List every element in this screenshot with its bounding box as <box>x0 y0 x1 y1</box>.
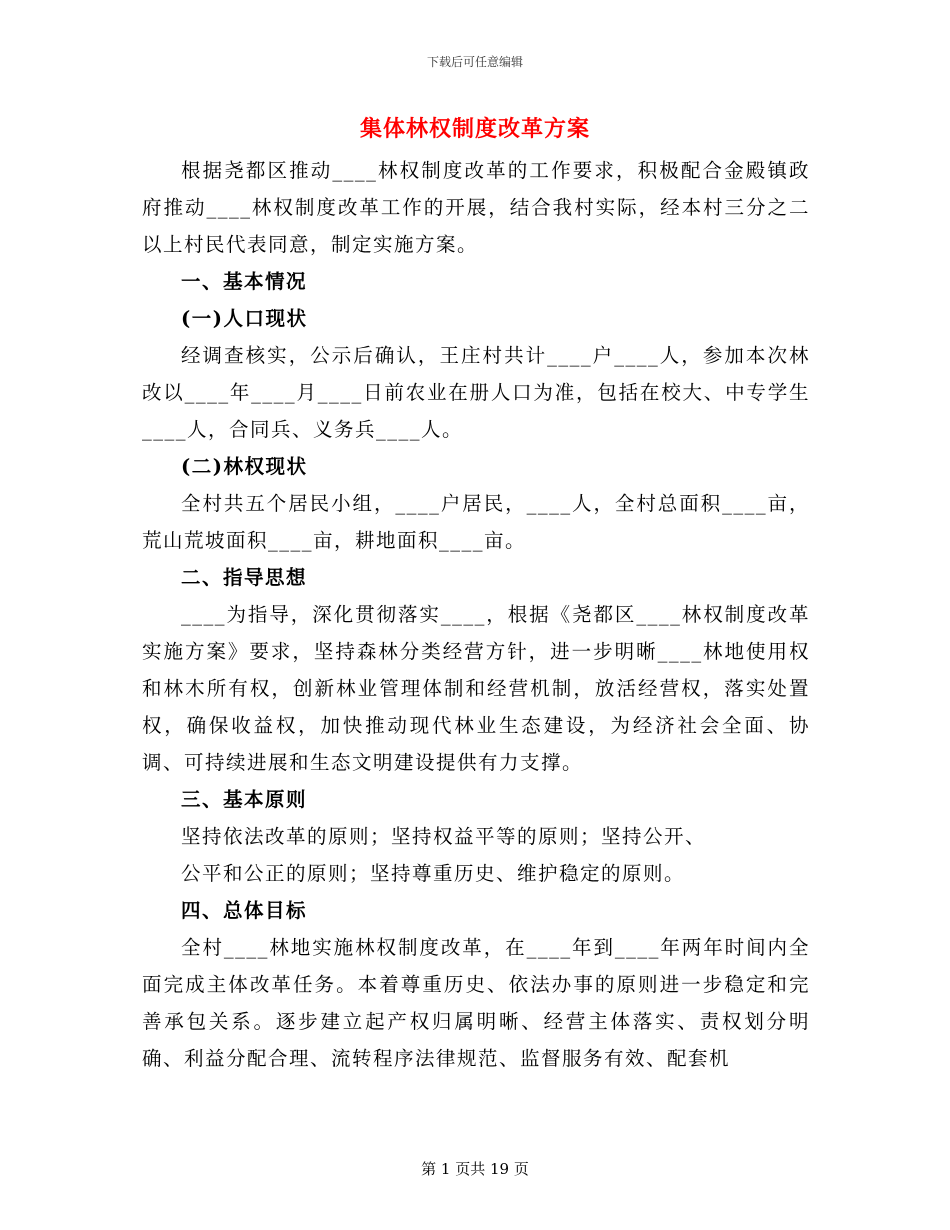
section3-heading: 三、基本原则 <box>181 788 308 811</box>
page-footer: 第 1 页共 19 页 <box>421 1160 529 1178</box>
section2-paragraph: ____为指导，深化贯彻落实____，根据《尧都区____林权制度改革实施方案》要求，坚持森林分类经营方针，进一步明晰____林地使用权和林木所有权，创新林业管理体制和经营机制，放活经营权，落实处置权，确保收益权，加快推动现代林业生态建设，为经济社会全面、协调、可持续进展和生态文明建设提供有力支撑。 <box>142 603 810 774</box>
intro-paragraph: 根据尧都区推动____林权制度改革的工作要求，积极配合金殿镇政府推动____林权制度改革工作的开展，结合我村实际，经本村三分之二以上村民代表同意，制定实施方案。 <box>142 159 810 256</box>
section4-heading: 四、总体目标 <box>181 899 308 922</box>
section1-heading: 一、基本情况 <box>181 270 308 293</box>
section3-line1: 坚持依法改革的原则；坚持权益平等的原则；坚持公开、 <box>181 825 707 848</box>
section1-sub1-heading: (一)人口现状 <box>181 307 308 330</box>
header-note: 下载后可任意编辑 <box>426 55 523 69</box>
section2-heading: 二、指导思想 <box>181 566 308 589</box>
document-title: 集体林权制度改革方案 <box>359 116 590 142</box>
section1-sub2-paragraph: 全村共五个居民小组，____户居民，____人，全村总面积____亩，荒山荒坡面积____亩，耕地面积____亩。 <box>142 492 810 552</box>
document-body <box>142 152 810 1077</box>
section4-paragraph: 全村____林地实施林权制度改革，在____年到____年两年时间内全面完成主体改革任务。本着尊重历史、依法办事的原则进一步稳定和完善承包关系。逐步建立起产权归属明晰、经营主体落实、责权划分明确、利益分配合理、流转程序法律规范、监督服务有效、配套机 <box>142 936 810 1070</box>
section1-sub2-heading: (二)林权现状 <box>181 455 308 478</box>
section3-line2: 公平和公正的原则；坚持尊重历史、维护稳定的原则。 <box>181 862 686 885</box>
section1-sub1-paragraph: 经调查核实，公示后确认，王庄村共计____户____人，参加本次林改以____年____月____日前农业在册人口为准，包括在校大、中专学生____人，合同兵、义务兵____人。 <box>142 344 810 441</box>
